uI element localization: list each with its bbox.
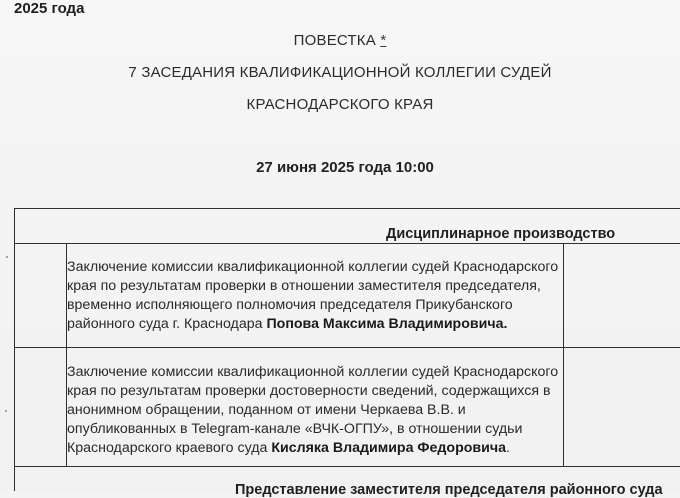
- agenda-title: [0, 32, 680, 49]
- table-left-border: [14, 208, 15, 491]
- meeting-datetime: 27 июня 2025 года 10:00: [256, 159, 434, 176]
- agenda-item-2-name: Кисляка Владимира Федоровича: [271, 440, 506, 456]
- scan-speck: [6, 256, 8, 258]
- agenda-item-2-tail: .: [506, 440, 510, 456]
- agenda-title-text: ПОВЕСТКА: [293, 32, 381, 49]
- agenda-item-2-text: Заключение комиссии квалификационной коллегии судей Краснодарского края по результатам проверки достоверности сведений, содержащихся в анонимном обращении, поданном от имени Черкаева В.В. и опубликованных в Telegram-канале «ВЧК-ОГПУ», в отношении судьи Краснодарского краевого суда: [67, 364, 559, 456]
- row1-bottom-border: [14, 347, 680, 348]
- table-top-border: [14, 208, 680, 209]
- text-column-border: [563, 243, 564, 467]
- footnote-star: *: [380, 32, 387, 49]
- row2-bottom-border: [14, 466, 680, 467]
- section-title: Дисциплинарное производство: [386, 226, 616, 242]
- region-title: КРАСНОДАРСКОГО КРАЯ: [246, 96, 434, 113]
- meeting-title: 7 ЗАСЕДАНИЯ КВАЛИФИКАЦИОННОЙ КОЛЛЕГИИ СУДЕЙ: [128, 64, 552, 81]
- agenda-item-1: [67, 258, 563, 334]
- next-section-title: Представление заместителя председателя районного суда: [235, 482, 663, 498]
- scan-speck: [5, 410, 7, 412]
- agenda-item-2: [67, 363, 563, 458]
- agenda-item-1-text: Заключение комиссии квалификационной коллегии судей Краснодарского края по результатам проверки в отношении заместителя председателя, временно исполняющего полномочия председателя Прикубанского районного суда г. Краснодара: [67, 259, 559, 332]
- year-header: 2025 года: [14, 0, 85, 17]
- agenda-item-1-name: Попова Максима Владимировича.: [266, 316, 508, 332]
- section-row-bottom-border: [14, 243, 680, 244]
